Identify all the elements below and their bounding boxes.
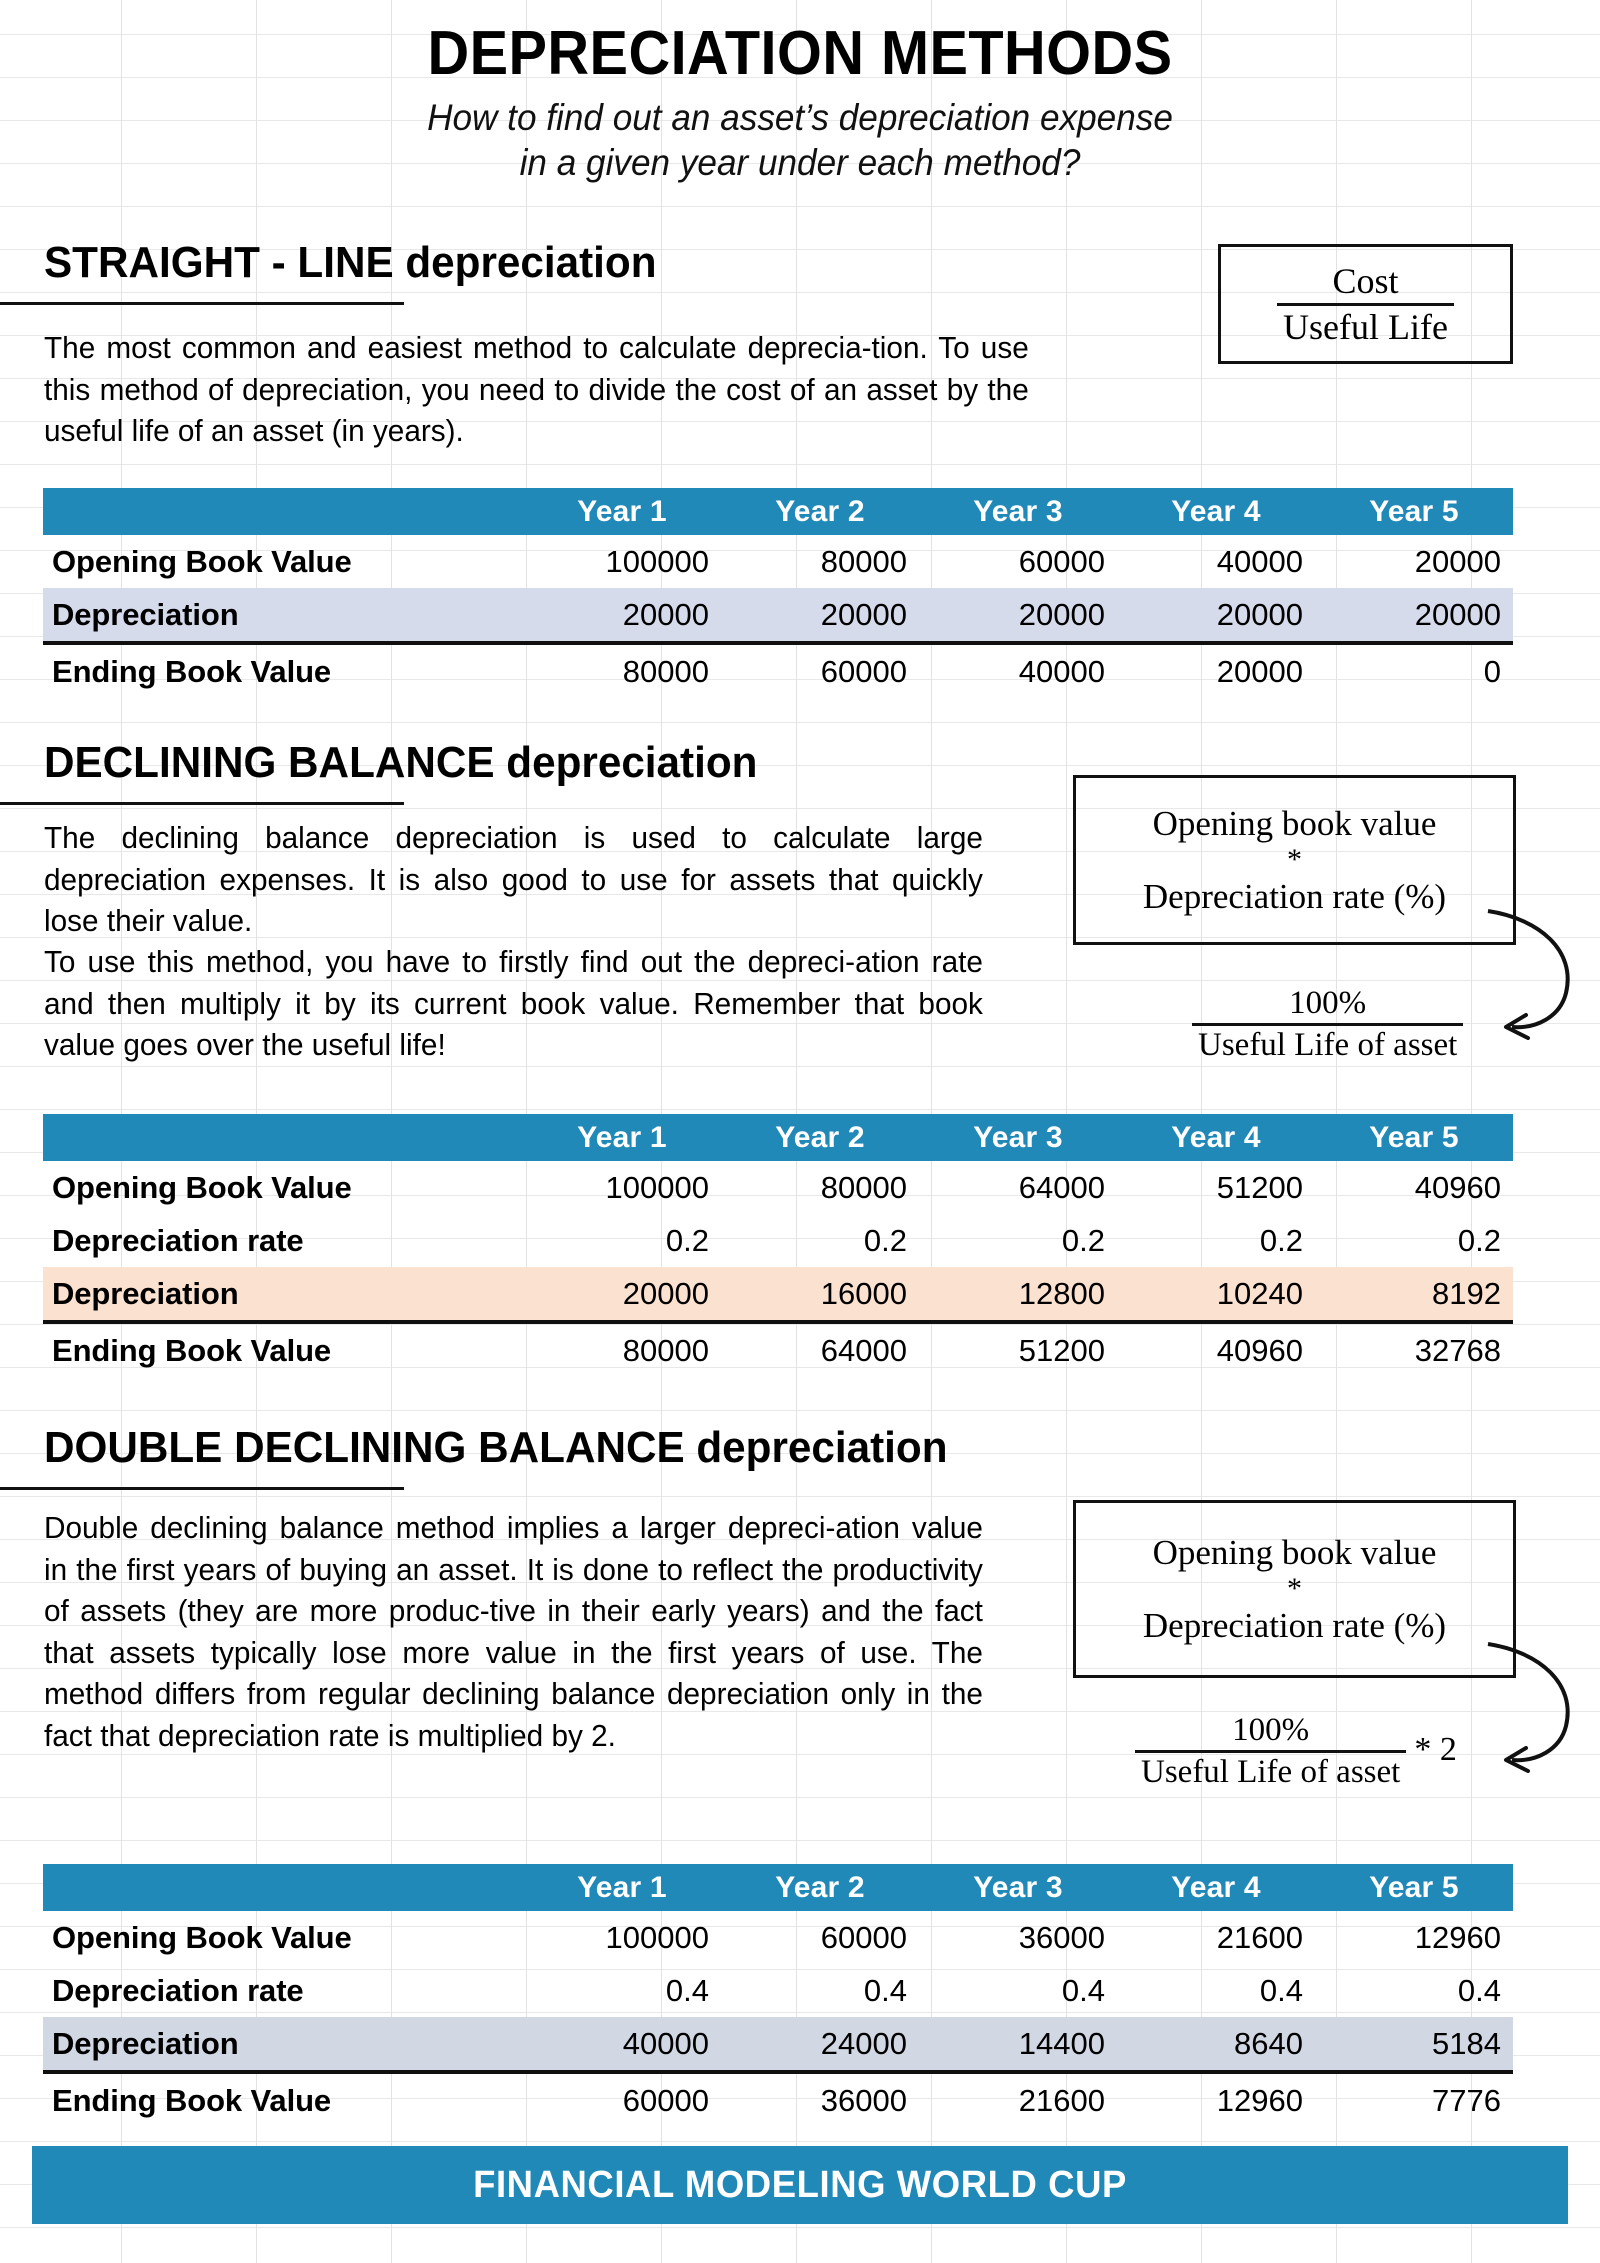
cell-value: 24000 — [721, 2017, 919, 2072]
cell-value: 80000 — [820, 543, 907, 579]
cell-value: 100000 — [605, 1919, 709, 1955]
cell-value: 12960 — [1117, 2072, 1315, 2127]
cell-value: 80000 — [523, 1322, 721, 1377]
cell-value: 36000 — [1018, 1919, 1105, 1955]
cell-value: 0.2 — [863, 1222, 907, 1258]
cell-value: 20000 — [523, 1267, 721, 1322]
formula-line-opening-book-value: Opening book value — [1152, 1532, 1437, 1572]
table-body — [43, 535, 1513, 698]
page-subtitle — [40, 95, 1560, 185]
column-header-year-5: Year 5 — [1315, 488, 1513, 535]
table-row — [43, 535, 1513, 588]
column-header-corner — [43, 488, 523, 535]
column-header-year-4: Year 4 — [1117, 1114, 1315, 1161]
cell-value: 20000 — [721, 588, 919, 643]
curved-arrow-icon — [1480, 905, 1590, 1040]
row-label: Opening Book Value — [52, 1919, 352, 1955]
cell-value: 100000 — [605, 543, 709, 579]
table-row — [43, 2017, 1513, 2072]
footer-label: FINANCIAL MODELING WORLD CUP — [473, 2164, 1127, 2206]
table-declining-balance — [43, 1114, 1513, 1377]
column-header-year-1: Year 1 — [523, 1114, 721, 1161]
cell-value: 0.4 — [1259, 1972, 1303, 2008]
body-text-declining-balance-2: To use this method, you have to firstly find out the depreci-ation rate and then multiply it by its current book value. Remember that book value goes over the useful life! — [44, 945, 983, 1062]
cell-value: 40960 — [1414, 1169, 1501, 1205]
rate-numerator-100-percent: 100% — [1232, 1712, 1310, 1748]
row-label: Opening Book Value — [52, 1169, 352, 1205]
cell-value: 51200 — [1216, 1169, 1303, 1205]
row-label: Depreciation — [43, 2017, 523, 2072]
rate-numerator-100-percent: 100% — [1289, 985, 1367, 1021]
cell-value: 20000 — [1315, 588, 1513, 643]
column-header-year-2: Year 2 — [721, 1864, 919, 1911]
formula-box-declining-balance — [1073, 775, 1516, 945]
column-header-year-2: Year 2 — [721, 1114, 919, 1161]
table-row — [43, 1267, 1513, 1322]
body-text-declining-balance: The declining balance depreciation is used to calculate large depreciation expenses. It is also good to use for assets that quickly lose their value. — [44, 821, 983, 938]
page-title: DEPRECIATION METHODS — [427, 19, 1173, 88]
formula-line-asterisk: * — [1286, 843, 1302, 876]
rate-formula-declining-balance — [1192, 985, 1463, 1064]
cell-value: 5184 — [1315, 2017, 1513, 2072]
formula-box-double-declining-balance — [1073, 1500, 1516, 1678]
table-body — [43, 1161, 1513, 1377]
cell-value: 20000 — [1117, 588, 1315, 643]
cell-value: 32768 — [1315, 1322, 1513, 1377]
cell-value: 12960 — [1414, 1919, 1501, 1955]
section-rule-straight-line — [0, 302, 404, 305]
rate-formula-double-declining-balance — [1135, 1712, 1457, 1791]
cell-value: 40000 — [523, 2017, 721, 2072]
row-label: Depreciation — [43, 1267, 523, 1322]
cell-value: 12800 — [919, 1267, 1117, 1322]
formula-line-opening-book-value: Opening book value — [1152, 803, 1437, 843]
cell-value: 21600 — [1216, 1919, 1303, 1955]
section-rule-double-declining-balance — [0, 1487, 404, 1490]
cell-value: 60000 — [523, 2072, 721, 2127]
subtitle-line-1: How to find out an asset’s depreciation expense — [427, 97, 1173, 139]
subtitle-line-2: in a given year under each method? — [519, 142, 1081, 184]
section-double-declining-balance — [0, 1425, 1600, 1472]
row-label: Depreciation rate — [52, 1222, 304, 1258]
table-body — [43, 1911, 1513, 2127]
cell-value: 8192 — [1315, 1267, 1513, 1322]
row-label: Opening Book Value — [52, 543, 352, 579]
column-header-year-5: Year 5 — [1315, 1864, 1513, 1911]
table-double-declining-balance — [43, 1864, 1513, 2127]
table-row — [43, 588, 1513, 643]
cell-value: 0.4 — [665, 1972, 709, 2008]
cell-value: 8640 — [1117, 2017, 1315, 2072]
cell-value: 40000 — [1216, 543, 1303, 579]
table-row — [43, 1322, 1513, 1377]
cell-value: 40000 — [919, 643, 1117, 698]
column-header-year-5: Year 5 — [1315, 1114, 1513, 1161]
cell-value: 0.4 — [1457, 1972, 1501, 2008]
table-row — [43, 643, 1513, 698]
row-label: Depreciation rate — [52, 1972, 304, 2008]
cell-value: 60000 — [721, 643, 919, 698]
cell-value: 0 — [1315, 643, 1513, 698]
curved-arrow-icon — [1480, 1638, 1590, 1773]
title-block — [0, 19, 1600, 185]
row-label: Ending Book Value — [43, 643, 523, 698]
table-row — [43, 1964, 1513, 2017]
cell-value: 0.2 — [665, 1222, 709, 1258]
cell-value: 0.4 — [863, 1972, 907, 2008]
cell-value: 20000 — [523, 588, 721, 643]
table-row — [43, 1911, 1513, 1964]
section-heading-declining-balance: DECLINING BALANCE depreciation — [44, 738, 758, 787]
cell-value: 40960 — [1117, 1322, 1315, 1377]
column-header-year-2: Year 2 — [721, 488, 919, 535]
rate-multiplier-times-two: * 2 — [1414, 1731, 1457, 1769]
formula-line-depreciation-rate: Depreciation rate (%) — [1142, 1606, 1447, 1645]
column-header-year-4: Year 4 — [1117, 488, 1315, 535]
cell-value: 0.2 — [1457, 1222, 1501, 1258]
cell-value: 60000 — [820, 1919, 907, 1955]
cell-value: 64000 — [1018, 1169, 1105, 1205]
column-header-year-3: Year 3 — [919, 1114, 1117, 1161]
cell-value: 51200 — [919, 1322, 1117, 1377]
formula-line-depreciation-rate: Depreciation rate (%) — [1142, 877, 1447, 916]
section-rule-declining-balance — [0, 802, 404, 805]
section-heading-straight-line: STRAIGHT - LINE depreciation — [44, 238, 657, 287]
column-header-corner — [43, 1114, 523, 1161]
cell-value: 16000 — [721, 1267, 919, 1322]
column-header-year-4: Year 4 — [1117, 1864, 1315, 1911]
cell-value: 7776 — [1315, 2072, 1513, 2127]
formula-numerator-cost: Cost — [1332, 261, 1399, 302]
section-heading-double-declining-balance: DOUBLE DECLINING BALANCE depreciation — [44, 1423, 948, 1472]
column-header-year-3: Year 3 — [919, 488, 1117, 535]
column-header-year-1: Year 1 — [523, 488, 721, 535]
table-header-row — [43, 1864, 1513, 1911]
cell-value: 21600 — [919, 2072, 1117, 2127]
cell-value: 20000 — [1117, 643, 1315, 698]
table-row — [43, 1161, 1513, 1214]
formula-box-straight-line — [1218, 244, 1513, 364]
formula-denominator-useful-life: Useful Life — [1283, 306, 1448, 347]
cell-value: 80000 — [820, 1169, 907, 1205]
row-label: Depreciation — [43, 588, 523, 643]
cell-value: 20000 — [919, 588, 1117, 643]
rate-denominator-useful-life: Useful Life of asset — [1198, 1026, 1458, 1063]
cell-value: 0.4 — [1061, 1972, 1105, 2008]
column-header-corner — [43, 1864, 523, 1911]
cell-value: 14400 — [919, 2017, 1117, 2072]
table-straight-line — [43, 488, 1513, 698]
cell-value: 100000 — [605, 1169, 709, 1205]
cell-value: 0.2 — [1061, 1222, 1105, 1258]
table-row — [43, 2072, 1513, 2127]
table-header-row — [43, 488, 1513, 535]
rate-denominator-useful-life: Useful Life of asset — [1141, 1753, 1401, 1790]
row-label: Ending Book Value — [43, 2072, 523, 2127]
footer-banner — [32, 2146, 1568, 2224]
cell-value: 36000 — [721, 2072, 919, 2127]
cell-value: 10240 — [1117, 1267, 1315, 1322]
table-header-row — [43, 1114, 1513, 1161]
cell-value: 20000 — [1414, 543, 1501, 579]
formula-line-asterisk: * — [1286, 1572, 1302, 1605]
column-header-year-1: Year 1 — [523, 1864, 721, 1911]
column-header-year-3: Year 3 — [919, 1864, 1117, 1911]
table-row — [43, 1214, 1513, 1267]
row-label: Ending Book Value — [43, 1322, 523, 1377]
cell-value: 0.2 — [1259, 1222, 1303, 1258]
body-text-straight-line: The most common and easiest method to calculate deprecia-tion. To use this method of depreciation, you need to divide the cost of an asset by the useful life of an asset (in years). — [44, 331, 1029, 448]
cell-value: 60000 — [1018, 543, 1105, 579]
body-text-double-declining-balance: Double declining balance method implies a larger depreci-ation value in the first years of buying an asset. It is done to reflect the productivity of assets (they are more produc-tive in their early years) and the fact that assets typically lose more value in the first years of use. The method differs from regular declining balance depreciation only in the fact that depreciation rate is multiplied by 2. — [44, 1511, 983, 1753]
cell-value: 80000 — [523, 643, 721, 698]
cell-value: 64000 — [721, 1322, 919, 1377]
